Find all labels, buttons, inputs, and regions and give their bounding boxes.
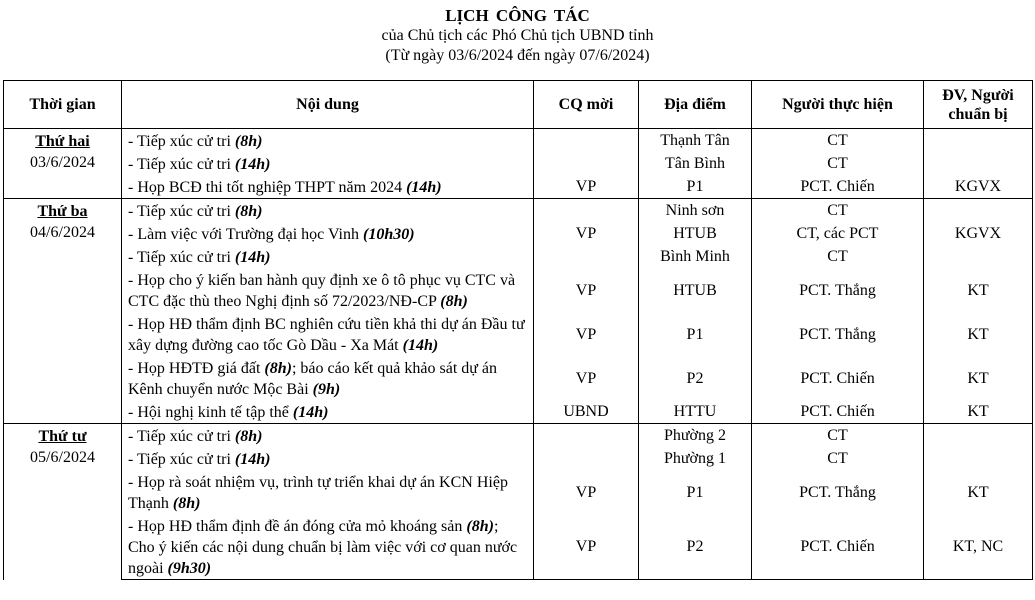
inviter-cell: VP <box>534 312 639 356</box>
location-cell: Phường 2 <box>639 424 752 448</box>
day-name: Thứ hai <box>35 133 90 150</box>
performer-cell: CT <box>752 129 924 153</box>
inviter-cell: VP <box>534 356 639 400</box>
content-time: (8h) <box>234 428 263 445</box>
location-cell: P2 <box>639 514 752 580</box>
content-time: (14h) <box>292 404 329 421</box>
col-header-location: Địa điểm <box>639 81 752 129</box>
day-name: Thứ tư <box>38 428 87 445</box>
content-text: - Tiếp xúc cử tri <box>128 156 235 173</box>
performer-cell: CT, các PCT <box>752 222 924 245</box>
table-row <box>4 356 1033 400</box>
content-time: (8h) <box>234 203 263 220</box>
location-cell: Phường 1 <box>639 447 752 470</box>
location-cell: Ninh sơn <box>639 199 752 223</box>
content-cell <box>122 175 534 199</box>
col-header-content: Nội dung <box>122 81 534 129</box>
performer-cell: CT <box>752 152 924 175</box>
page-subtitle: của Chủ tịch các Phó Chủ tịch UBND tỉnh <box>381 27 654 44</box>
schedule-table <box>3 80 1033 580</box>
preparer-cell: KGVX <box>924 175 1033 199</box>
content-time: (14h) <box>234 156 271 173</box>
content-cell <box>122 129 534 153</box>
location-cell: HTUB <box>639 222 752 245</box>
day-name: Thứ ba <box>37 203 88 220</box>
content-time: (9h) <box>312 381 341 398</box>
preparer-cell: KT <box>924 312 1033 356</box>
schedule-body <box>4 129 1033 580</box>
col-header-performer: Người thực hiện <box>752 81 924 129</box>
performer-cell: PCT. Thắng <box>752 268 924 312</box>
content-cell <box>122 356 534 400</box>
content-text: - Họp rà soát nhiệm vụ, trình tự triển khai dự án KCN Hiệp Thạnh <box>128 474 508 512</box>
content-text: ; báo cáo kết quả khảo sát dự án Kênh chuyển nước Mộc Bài <box>128 360 498 398</box>
content-text: - Tiếp xúc cử tri <box>128 451 235 468</box>
content-cell <box>122 245 534 268</box>
content-text: - Tiếp xúc cử tri <box>128 203 235 220</box>
content-cell <box>122 400 534 424</box>
content-text: - Hội nghị kinh tế tập thể <box>128 404 293 421</box>
content-text: - Họp HĐTĐ giá đất <box>128 360 265 377</box>
content-text: - Làm việc với Trường đại học Vinh <box>128 226 363 243</box>
inviter-cell <box>534 245 639 268</box>
location-cell: Thạnh Tân <box>639 129 752 153</box>
preparer-cell <box>924 447 1033 470</box>
content-cell <box>122 470 534 514</box>
content-time: (9h30) <box>167 560 212 577</box>
col-header-inviter: CQ mời <box>534 81 639 129</box>
day-date: 03/6/2024 <box>30 154 95 171</box>
table-row <box>4 175 1033 199</box>
performer-cell: PCT. Thắng <box>752 312 924 356</box>
table-header-row <box>4 81 1033 129</box>
content-time: (8h) <box>172 495 201 512</box>
content-cell <box>122 268 534 312</box>
content-time: (8h) <box>440 293 468 310</box>
table-row <box>4 222 1033 245</box>
table-row <box>4 400 1033 424</box>
inviter-cell: VP <box>534 222 639 245</box>
day-date: 04/6/2024 <box>30 224 95 241</box>
table-row <box>4 129 1033 153</box>
content-cell <box>122 152 534 175</box>
preparer-cell: KT <box>924 268 1033 312</box>
location-cell: HTTU <box>639 400 752 424</box>
day-cell <box>4 129 122 199</box>
performer-cell: PCT. Chiến <box>752 514 924 580</box>
inviter-cell <box>534 447 639 470</box>
content-cell <box>122 514 534 580</box>
content-text: - Họp HĐ thẩm định đề án đóng cửa mỏ khoáng sản <box>128 518 467 535</box>
date-range: (Từ ngày 03/6/2024 đến ngày 07/6/2024) <box>385 47 650 64</box>
table-row <box>4 245 1033 268</box>
location-cell: Bình Minh <box>639 245 752 268</box>
content-time: (8h) <box>466 518 494 535</box>
location-cell: P2 <box>639 356 752 400</box>
page-title: LỊCH CÔNG TÁC <box>445 6 590 25</box>
content-text: - Tiếp xúc cử tri <box>128 249 235 266</box>
table-row <box>4 152 1033 175</box>
location-cell: Tân Bình <box>639 152 752 175</box>
table-row <box>4 199 1033 223</box>
col-header-time: Thời gian <box>4 81 122 129</box>
inviter-cell <box>534 424 639 448</box>
day-cell <box>4 424 122 580</box>
content-time: (10h30) <box>362 226 415 243</box>
content-text: - Họp cho ý kiến ban hành quy định xe ô tô phục vụ CTC và CTC đặc thù theo Nghị định số 72/2023/NĐ-CP <box>128 272 516 310</box>
performer-cell: CT <box>752 199 924 223</box>
preparer-cell: KT <box>924 400 1033 424</box>
preparer-cell <box>924 199 1033 223</box>
col-header-preparer: ĐV, Người chuẩn bị <box>924 81 1033 129</box>
location-cell: P1 <box>639 470 752 514</box>
content-time: (14h) <box>234 249 271 266</box>
content-text: - Họp HĐ thẩm định BC nghiên cứu tiền khả thi dự án Đầu tư xây dựng đường cao tốc Gò Dầu - Xa Mát <box>128 316 525 354</box>
content-time: (8h) <box>264 360 292 377</box>
content-time: (8h) <box>234 133 263 150</box>
day-date: 05/6/2024 <box>30 449 95 466</box>
day-cell <box>4 199 122 424</box>
preparer-cell <box>924 129 1033 153</box>
table-row <box>4 268 1033 312</box>
inviter-cell <box>534 129 639 153</box>
preparer-cell: KT <box>924 470 1033 514</box>
content-cell <box>122 447 534 470</box>
preparer-cell <box>924 424 1033 448</box>
inviter-cell: UBND <box>534 400 639 424</box>
preparer-cell <box>924 152 1033 175</box>
location-cell: P1 <box>639 312 752 356</box>
performer-cell: PCT. Thắng <box>752 470 924 514</box>
content-cell <box>122 222 534 245</box>
content-text: - Tiếp xúc cử tri <box>128 428 235 445</box>
preparer-cell: KT, NC <box>924 514 1033 580</box>
performer-cell: PCT. Chiến <box>752 356 924 400</box>
table-row <box>4 424 1033 448</box>
inviter-cell <box>534 199 639 223</box>
content-cell <box>122 424 534 448</box>
content-time: (14h) <box>406 179 442 196</box>
inviter-cell: VP <box>534 175 639 199</box>
table-row <box>4 312 1033 356</box>
preparer-cell <box>924 245 1033 268</box>
table-row <box>4 447 1033 470</box>
performer-cell: CT <box>752 245 924 268</box>
inviter-cell: VP <box>534 514 639 580</box>
content-text: ; Cho ý kiến các nội dung chuẩn bị làm việc với cơ quan nước ngoài <box>128 518 518 577</box>
preparer-cell: KT <box>924 356 1033 400</box>
content-cell <box>122 312 534 356</box>
inviter-cell: VP <box>534 268 639 312</box>
content-time: (14h) <box>402 337 439 354</box>
table-row <box>4 514 1033 580</box>
content-text: - Tiếp xúc cử tri <box>128 133 235 150</box>
location-cell: HTUB <box>639 268 752 312</box>
location-cell: P1 <box>639 175 752 199</box>
content-time: (14h) <box>234 451 271 468</box>
performer-cell: CT <box>752 424 924 448</box>
preparer-cell: KGVX <box>924 222 1033 245</box>
content-text: - Họp BCĐ thi tốt nghiệp THPT năm 2024 <box>128 179 407 196</box>
table-row <box>4 470 1033 514</box>
inviter-cell <box>534 152 639 175</box>
performer-cell: PCT. Chiến <box>752 175 924 199</box>
content-cell <box>122 199 534 223</box>
performer-cell: CT <box>752 447 924 470</box>
inviter-cell: VP <box>534 470 639 514</box>
performer-cell: PCT. Chiến <box>752 400 924 424</box>
